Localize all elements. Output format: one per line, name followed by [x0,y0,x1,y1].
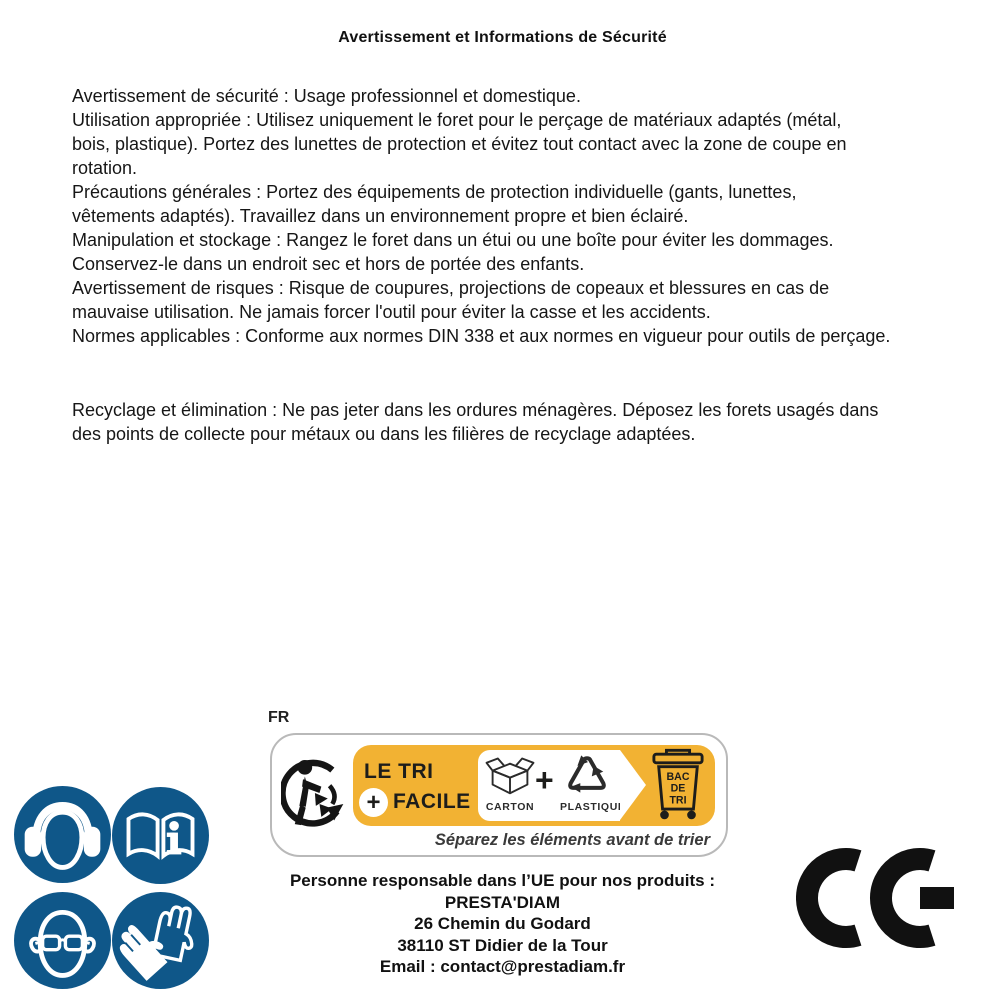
materials-window-tip [620,750,646,820]
safety-text-line: Conservez-le dans un endroit sec et hors de portée des enfants. [72,254,585,274]
plus-badge-sign: + [366,788,381,816]
recycling-text-block [72,398,1002,446]
triman-icon [281,747,347,839]
safety-text-line: Utilisation appropriée : Utilisez uniquement le foret pour le perçage de matériaux adaptés (métal, [72,110,842,130]
carton-label: CARTON [485,801,535,813]
safety-text-block [72,84,1002,348]
recycling-text-line: des points de collecte pour métaux ou dans les filières de recyclage adaptées. [72,424,696,444]
safety-text-line: Précautions générales : Portez des équipements de protection individuelle (gants, lunettes, [72,182,797,202]
cardboard-box-icon [485,755,535,795]
sorting-label-band [353,745,715,826]
responsible-address-line: 38110 ST Didier de la Tour [397,935,608,955]
info-tri-sorting-label [270,733,728,857]
carton-material [484,755,536,813]
plus-badge [359,788,388,817]
safety-text-line: Normes applicables : Conforme aux normes DIN 338 et aux normes en vigueur pour outils de perçage. [72,326,891,346]
responsible-email: Email : contact@prestadiam.fr [379,957,626,976]
safety-text-line: mauvaise utilisation. Ne jamais forcer l'outil pour éviter la casse et les accidents. [72,302,711,322]
wear-protective-gloves-icon [112,892,209,989]
safety-text-line: Avertissement de sécurité : Usage professionnel et domestique. [72,86,581,106]
responsible-address-line: 26 Chemin du Godard [414,914,591,933]
page-title: Avertissement et Informations de Sécurité [338,29,667,46]
svg-text:TRI: TRI [669,794,687,807]
safety-text-line: vêtements adaptés). Travaillez dans un environnement propre et bien éclairé. [72,206,689,226]
read-instruction-manual-icon [112,787,209,884]
safety-text-line: Avertissement de risques : Risque de coupures, projections de copeaux et blessures en cas de [72,278,830,298]
safety-text-line: Manipulation et stockage : Rangez le foret dans un étui ou une boîte pour éviter les dommages. [72,230,834,250]
plastique-label: PLASTIQUE [560,801,626,813]
safety-text-line: bois, plastique). Portez des lunettes de protection et évitez tout contact avec la zone de coupe en [72,134,847,154]
responsible-company: PRESTA'DIAM [444,892,561,912]
svg-text:BAC: BAC [666,771,690,784]
safety-text-line: rotation. [72,158,138,178]
materials-window [478,750,626,821]
sorting-label-headline-2: FACILE [393,790,471,813]
wear-ear-protection-icon [14,786,111,883]
recycling-triangle-icon [565,754,609,795]
svg-text:DE: DE [670,782,686,795]
sorting-bin-icon [651,747,705,823]
wear-eye-protection-icon [14,892,111,989]
responsible-line: Personne responsable dans l’UE pour nos produits : [289,871,716,890]
sorting-label-tagline: Séparez les éléments avant de trier [434,831,710,849]
sorting-label-headline: LE TRI [364,760,434,783]
plastique-material [560,754,626,813]
recycling-text-line: Recyclage et élimination : Ne pas jeter dans les ordures ménagères. Déposez les forets usagés dans [72,400,879,420]
country-code-label: FR [268,709,290,726]
plus-sign: + [535,762,554,798]
responsible-person-block [250,870,755,978]
ce-marking-icon [796,838,956,958]
